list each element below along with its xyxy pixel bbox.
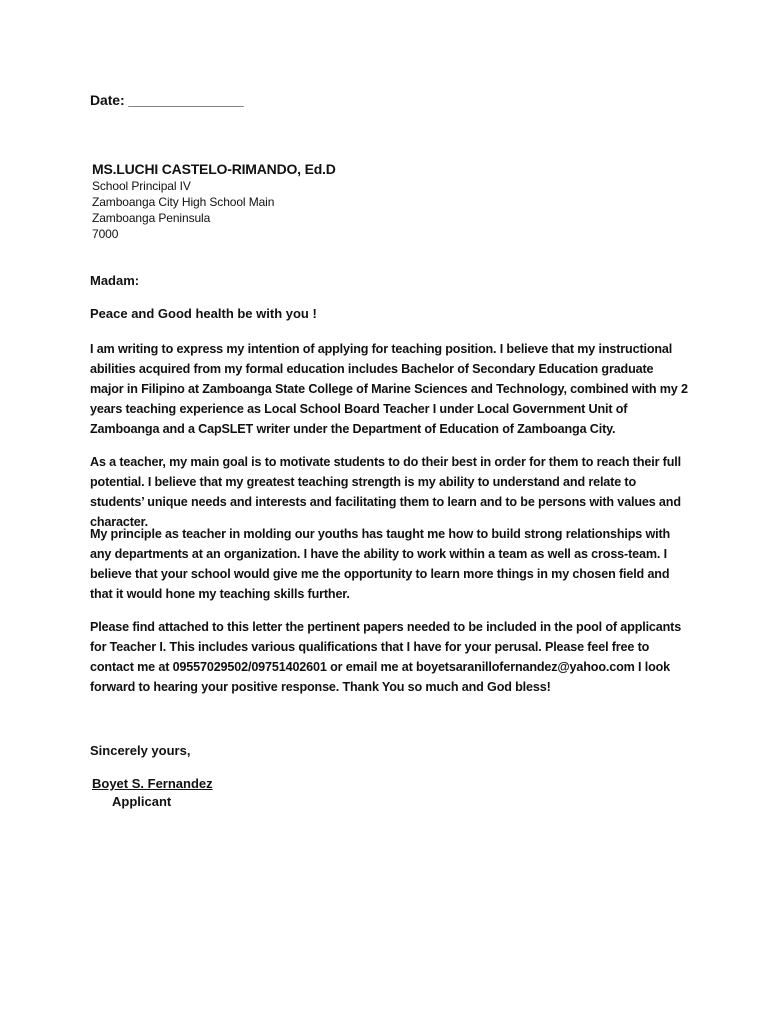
body-paragraph-4: Please find attached to this letter the pertinent papers needed to be included in the pool of applicants for Teacher I. This includes various qualifications that I have for your perusal. Please feel free to contact me at 09557029502/09751402601 or email me at boyetsaranillofernandez@yahoo.com I look forward to hearing your positive response. Thank You so much and God bless! xyxy=(90,620,682,694)
signer-title: Applicant xyxy=(112,794,172,809)
recipient-school: Zamboanga City High School Main xyxy=(92,195,275,209)
greeting: Peace and Good health be with you ! xyxy=(90,306,317,321)
body-paragraph-3: My principle as teacher in molding our youths has taught me how to build strong relationships with any departments at an organization. I have the ability to work within a team as well as cross-team. I believe that your school would give me the opportunity to learn more things in my chosen field and that it would hone my teaching skills further. xyxy=(90,527,671,601)
recipient-name: MS.LUCHI CASTELO-RIMANDO, Ed.D xyxy=(92,161,336,177)
recipient-postal-code: 7000 xyxy=(92,227,119,241)
recipient-region: Zamboanga Peninsula xyxy=(92,211,211,225)
body-paragraph-2: As a teacher, my main goal is to motivate students to do their best in order for them to reach their full potential. I believe that my greatest teaching strength is my ability to understand and relate to students’ unique needs and interests and facilitating them to learn and to be persons with values and character. xyxy=(90,455,681,529)
salutation: Madam: xyxy=(90,273,140,288)
recipient-block xyxy=(92,160,336,242)
body-paragraph-1: I am writing to express my intention of applying for teaching position. I believe that my instructional abilities acquired from my formal education includes Bachelor of Secondary Education graduate major in Filipino at Zamboanga State College of Marine Sciences and Technology, combined with my 2 years teaching experience as Local School Board Teacher I under Local Government Unit of Zamboanga and a CapSLET writer under the Department of Education of Zamboanga City. xyxy=(90,342,688,436)
recipient-title: School Principal IV xyxy=(92,179,191,193)
signer-name: Boyet S. Fernandez xyxy=(92,776,213,791)
date-line: Date: _______________ xyxy=(90,92,244,108)
closing: Sincerely yours, xyxy=(90,743,191,758)
